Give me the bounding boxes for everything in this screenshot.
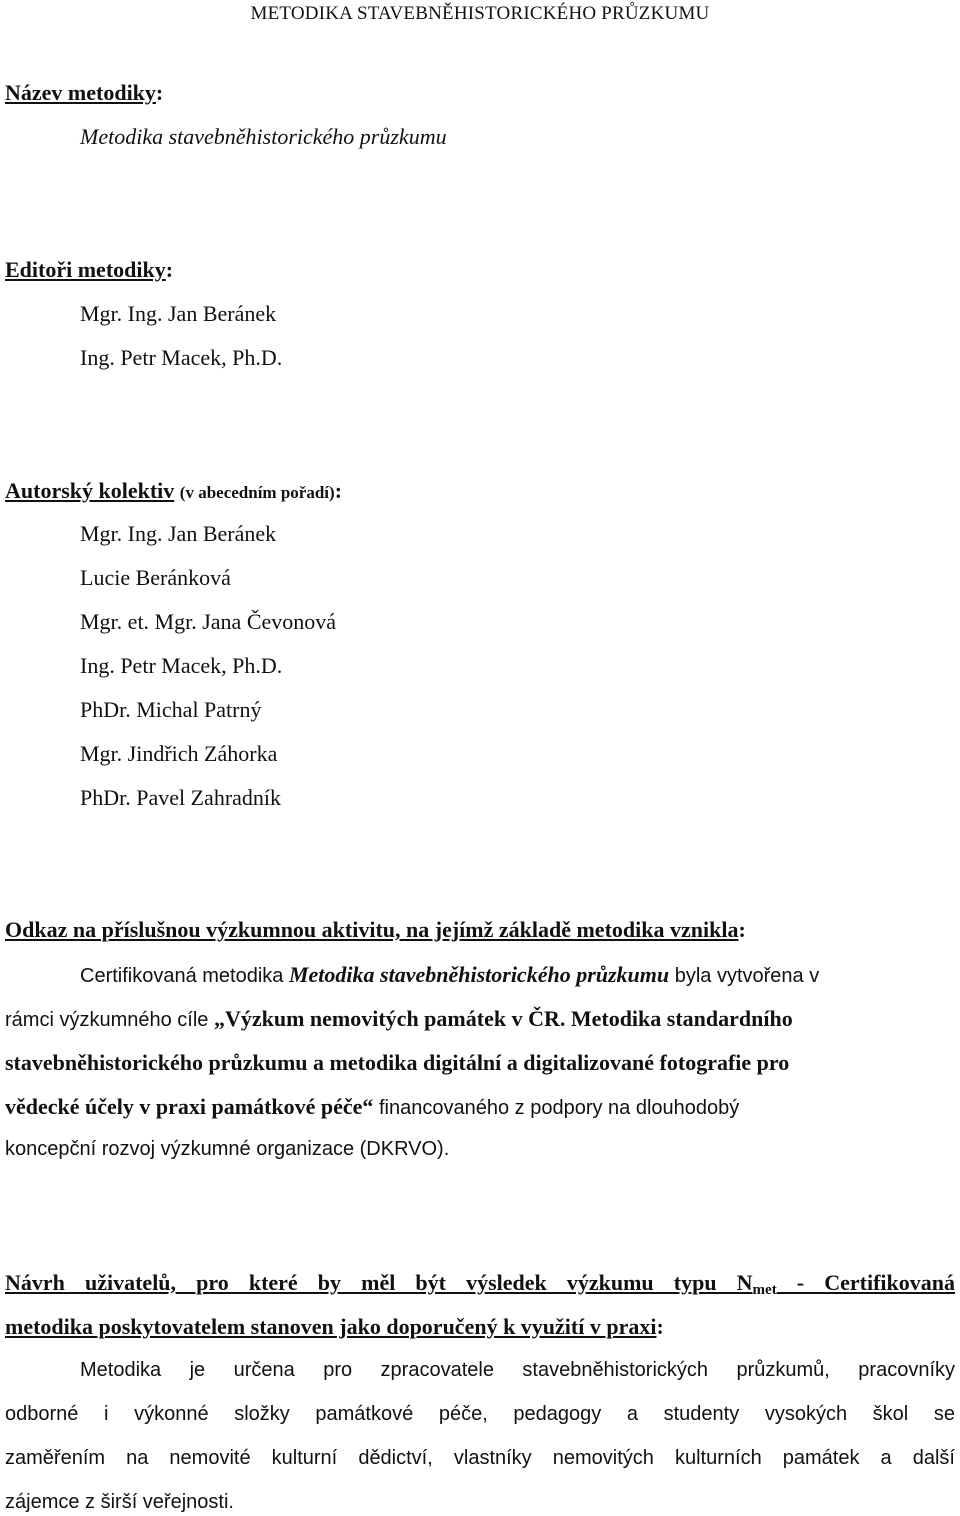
editor-name: Ing. Petr Macek, Ph.D.	[80, 345, 283, 370]
method-name-label: Název metodiky	[5, 80, 156, 105]
method-name-colon: :	[155, 80, 164, 105]
authors-colon: :	[334, 478, 343, 503]
reference-line: stavebněhistorického průzkumu a metodika digitální a digitalizované fotografie pro	[5, 1050, 790, 1075]
users-line: zájemce z širší veřejnosti.	[5, 1491, 234, 1513]
users-line: Metodika je určena pro zpracovatele stavebněhistorických průzkumů, pracovníky	[80, 1359, 955, 1381]
author-name: Lucie Beránková	[80, 565, 231, 590]
reference-heading	[5, 917, 746, 943]
authors-label: Autorský kolektiv	[5, 478, 175, 503]
users-label-part1: Návrh uživatelů, pro které by měl být výsledek výzkumu typu $N_{met}$ - Certifikovaná	[5, 1270, 955, 1298]
reference-line: vědecké účely v praxi památkové péče“ financovaného z podpory na dlouhodobý	[5, 1094, 740, 1119]
reference-line: Certifikovaná metodika Metodika stavebněhistorického průzkumu byla vytvořena v	[80, 962, 820, 987]
running-header: METODIKA STAVEBNĚHISTORICKÉHO PRŮZKUMU	[250, 3, 710, 24]
author-name: PhDr. Pavel Zahradník	[80, 785, 282, 810]
users-label-part2: metodika poskytovatelem stanoven jako doporučený k využití v praxi	[5, 1314, 657, 1339]
reference-line: koncepční rozvoj výzkumné organizace (DKRVO).	[5, 1138, 450, 1160]
reference-colon: :	[738, 917, 746, 942]
author-name: Mgr. Jindřich Záhorka	[80, 741, 278, 766]
editors-heading	[5, 257, 173, 283]
authors-note: (v abecedním pořadí)	[179, 483, 335, 502]
editors-label: Editoři metodiky	[5, 257, 166, 282]
users-line: zaměřením na nemovité kulturní dědictví, vlastníky nemovitých kulturních památek a další	[5, 1447, 955, 1469]
author-name: Mgr. et. Mgr. Jana Čevonová	[80, 609, 337, 634]
editors-colon: :	[165, 257, 174, 282]
users-heading-line1	[5, 1270, 955, 1299]
method-name-value: Metodika stavebněhistorického průzkumu	[80, 124, 447, 149]
reference-label: Odkaz na příslušnou výzkumnou aktivitu, na jejímž základě metodika vznikla	[5, 917, 739, 942]
method-name-heading	[5, 80, 163, 106]
users-heading-line2	[5, 1314, 664, 1340]
users-line: odborné i výkonné složky památkové péče, pedagogy a studenty vysokých škol se	[5, 1403, 955, 1425]
author-name: Ing. Petr Macek, Ph.D.	[80, 653, 283, 678]
users-colon: :	[656, 1314, 664, 1339]
reference-line: rámci výzkumného cíle „Výzkum nemovitých památek v ČR. Metodika standardního	[5, 1006, 793, 1031]
author-name: PhDr. Michal Patrný	[80, 697, 262, 722]
authors-heading	[5, 478, 342, 504]
author-name: Mgr. Ing. Jan Beránek	[80, 521, 277, 546]
editor-name: Mgr. Ing. Jan Beránek	[80, 301, 277, 326]
